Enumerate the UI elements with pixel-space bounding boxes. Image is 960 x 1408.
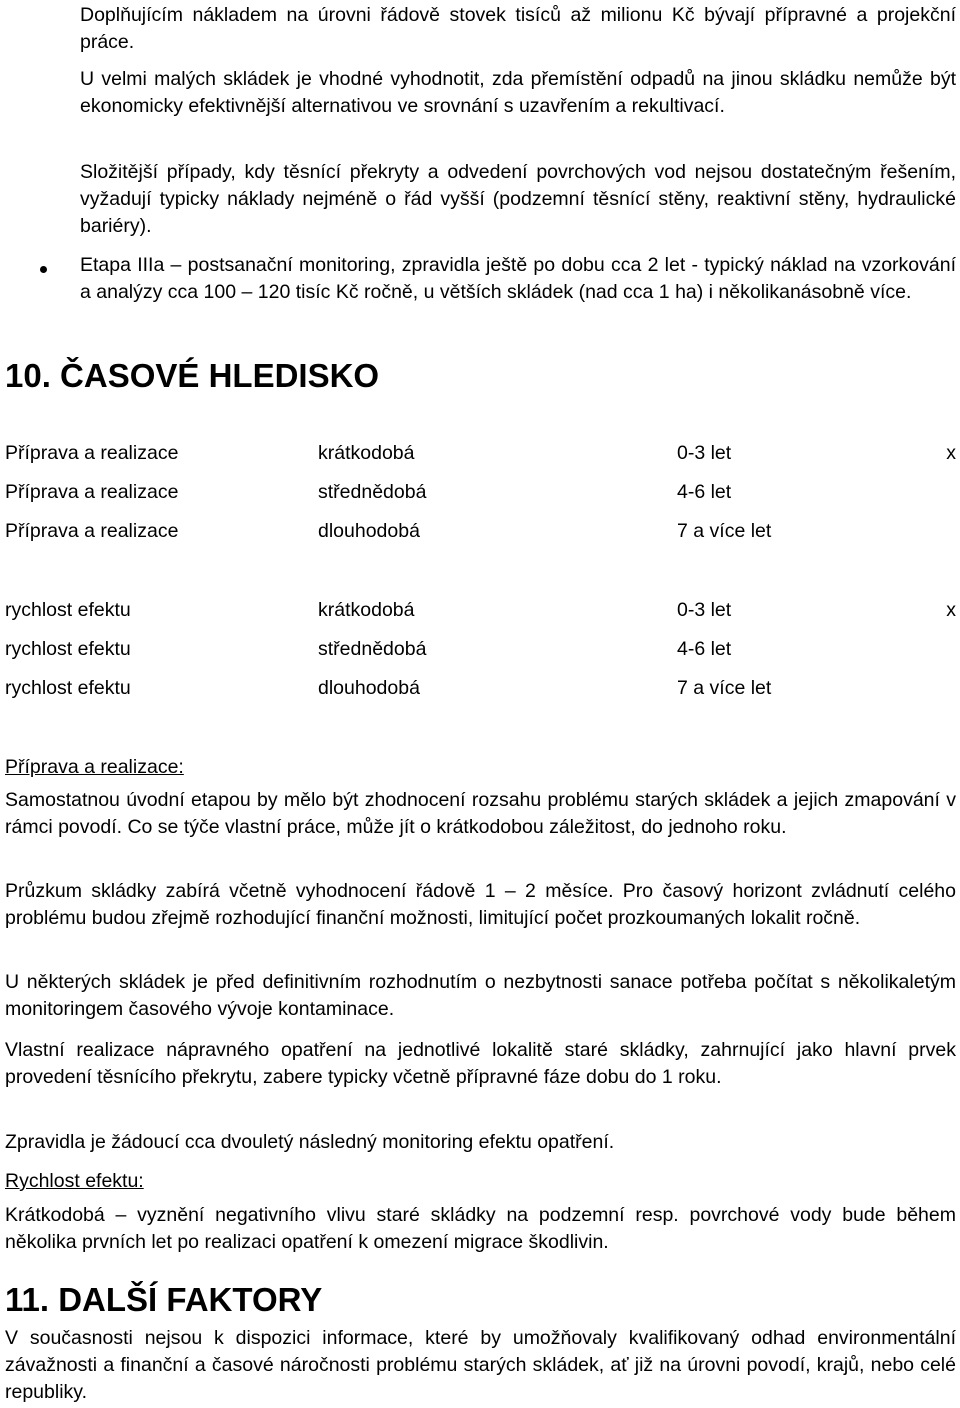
- prep-paragraph-5: Zpravidla je žádoucí cca dvouletý následný monitoring efektu opatření.: [5, 1131, 615, 1153]
- row-label: Příprava a realizace: [5, 442, 179, 464]
- row-term: dlouhodobá: [318, 520, 420, 542]
- row-period: 0-3 let: [677, 599, 732, 621]
- section-11-paragraph: V současnosti nejsou k dispozici informace, které by umožňovaly kvalifikovaný odhad environmentální závažnosti a finanční a časové náročnosti problému starých skládek, ať již na úrovni povodí, krajů, nebo celé republiky.: [5, 1327, 956, 1403]
- row-term: střednědobá: [318, 638, 427, 660]
- intro-paragraph-2: U velmi malých skládek je vhodné vyhodnotit, zda přemístění odpadů na jinou skládku nemůže být ekonomicky efektivnější alternativou ve srovnání s uzavřením a rekultivací.: [80, 68, 956, 117]
- table-row: [5, 518, 956, 545]
- row-term: dlouhodobá: [318, 677, 420, 699]
- row-term: krátkodobá: [318, 599, 415, 621]
- row-period: 4-6 let: [677, 481, 732, 503]
- row-period: 7 a více let: [677, 520, 772, 542]
- row-mark: x: [946, 599, 956, 621]
- speed-paragraph-1: Krátkodobá – vyznění negativního vlivu staré skládky na podzemní resp. povrchové vody bude během několika prvních let po realizaci opatření k omezení migrace škodlivin.: [5, 1204, 956, 1253]
- row-label: Příprava a realizace: [5, 520, 179, 542]
- section-11-heading: 11. DALŠÍ FAKTORY: [5, 1281, 323, 1318]
- bullet-paragraph: Etapa IIIa – postsanační monitoring, zpravidla ještě po dobu cca 2 let - typický náklad na vzorkování a analýzy cca 100 – 120 tisíc Kč ročně, u větších skládek (nad cca 1 ha) i několikanásobně více.: [80, 254, 956, 303]
- table-row: [5, 479, 956, 506]
- table-row: [5, 675, 956, 702]
- prep-paragraph-3: U některých skládek je před definitivním rozhodnutím o nezbytnosti sanace potřeba počítat s několikaletým monitoringem časového vývoje kontaminace.: [5, 971, 956, 1020]
- row-period: 7 a více let: [677, 677, 772, 699]
- prep-heading: Příprava a realizace:: [5, 756, 184, 778]
- row-term: krátkodobá: [318, 442, 415, 464]
- prep-paragraph-1: Samostatnou úvodní etapou by mělo být zhodnocení rozsahu problému starých skládek a jejich zmapování v rámci povodí. Co se týče vlastní práce, může jít o krátkodobou záležitost, do jednoho roku.: [5, 789, 956, 838]
- speed-heading: Rychlost efektu:: [5, 1170, 144, 1192]
- table-row: [5, 597, 956, 624]
- table-row: [5, 636, 956, 663]
- intro-paragraph-1: Doplňujícím nákladem na úrovni řádově stovek tisíců až milionu Kč bývají přípravné a projekční práce.: [80, 4, 956, 53]
- row-term: střednědobá: [318, 481, 427, 503]
- row-label: rychlost efektu: [5, 677, 131, 699]
- prep-paragraph-4: Vlastní realizace nápravného opatření na jednotlivé lokalitě staré skládky, zahrnující jako hlavní prvek provedení těsnícího překrytu, zabere typicky včetně přípravné fáze dobu do 1 roku.: [5, 1039, 956, 1088]
- row-period: 4-6 let: [677, 638, 732, 660]
- row-label: rychlost efektu: [5, 638, 131, 660]
- row-period: 0-3 let: [677, 442, 732, 464]
- prep-paragraph-2: Průzkum skládky zabírá včetně vyhodnocení řádově 1 – 2 měsíce. Pro časový horizont zvládnutí celého problému budou zřejmě rozhodující finanční možnosti, limitující počet prozkoumaných lokalit ročně.: [5, 880, 956, 929]
- row-label: Příprava a realizace: [5, 481, 179, 503]
- row-label: rychlost efektu: [5, 599, 131, 621]
- bullet-icon: [40, 266, 47, 273]
- row-mark: x: [946, 442, 956, 464]
- section-10-heading: 10. ČASOVÉ HLEDISKO: [5, 357, 380, 394]
- intro-paragraph-3: Složitější případy, kdy těsnící překryty a odvedení povrchových vod nejsou dostatečným řešením, vyžadují typicky náklady nejméně o řád vyšší (podzemní těsnící stěny, reaktivní stěny, hydraulické bariéry).: [80, 161, 956, 237]
- speed-heading-wrap: [5, 1168, 956, 1195]
- prep-heading-wrap: [5, 754, 956, 781]
- table-row: [5, 440, 956, 467]
